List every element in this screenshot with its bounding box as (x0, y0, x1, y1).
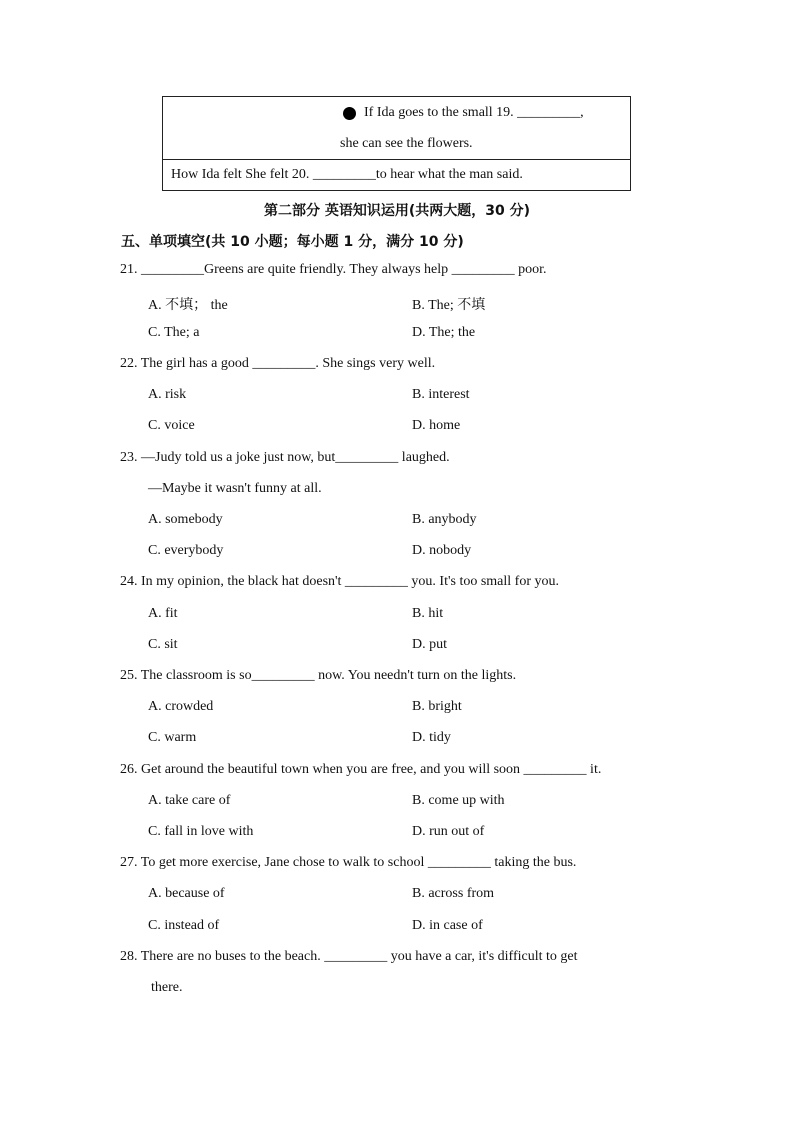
question-26-option-c: C. fall in love with (148, 824, 254, 839)
question-21-option-a: A. 不填； the (148, 298, 228, 313)
question-22-option-d: D. home (412, 418, 461, 433)
question-27-option-b: B. across from (412, 886, 495, 901)
question-23-option-b: B. anybody (412, 512, 477, 527)
table-row (163, 97, 630, 160)
part-title: 第二部分 英语知识运用(共两大题，30 分) (263, 203, 531, 219)
question-26-option-d: D. run out of (412, 824, 485, 839)
question-24-option-b: B. hit (412, 606, 444, 621)
question-27-stem: 27. To get more exercise, Jane chose to walk to school _________ taking the bus. (120, 855, 577, 870)
bullet-icon (343, 107, 356, 120)
question-27-option-d: D. in case of (412, 918, 483, 933)
question-26-option-a: A. take care of (148, 793, 231, 808)
question-26-stem: 26. Get around the beautiful town when you are free, and you will soon _________ it. (120, 762, 602, 777)
question-25-option-c: C. warm (148, 730, 197, 745)
question-23-option-a: A. somebody (148, 512, 223, 527)
answer-table (162, 96, 631, 191)
question-27-option-a: A. because of (148, 886, 225, 901)
question-23-stem: 23. —Judy told us a joke just now, but_________ laughed. (120, 450, 450, 465)
question-25-option-b: B. bright (412, 699, 462, 714)
table-row1-line2: she can see the flowers. (340, 136, 473, 151)
question-25-option-a: A. crowded (148, 699, 214, 714)
question-25-option-d: D. tidy (412, 730, 451, 745)
section-title: 五、单项填空(共 10 小题；每小题 1 分，满分 10 分) (121, 234, 464, 250)
question-22-option-a: A. risk (148, 387, 187, 402)
question-21-option-b: B. The; 不填 (412, 298, 486, 313)
question-23-option-c: C. everybody (148, 543, 224, 558)
question-22-stem: 22. The girl has a good _________. She sings very well. (120, 356, 436, 371)
table-row1-line1: If Ida goes to the small 19. _________, (364, 105, 584, 120)
table-row (163, 160, 630, 191)
question-26-option-b: B. come up with (412, 793, 505, 808)
question-22-option-c: C. voice (148, 418, 195, 433)
question-21-option-c: C. The; a (148, 325, 200, 340)
question-24-option-c: C. sit (148, 637, 178, 652)
question-24-option-a: A. fit (148, 606, 178, 621)
question-28-stem: 28. There are no buses to the beach. _________ you have a car, it's difficult to get (120, 949, 578, 964)
question-23-option-d: D. nobody (412, 543, 472, 558)
question-22-option-b: B. interest (412, 387, 470, 402)
question-23-stem-cont: —Maybe it wasn't funny at all. (148, 481, 322, 496)
question-27-option-c: C. instead of (148, 918, 220, 933)
question-21-stem: 21. _________Greens are quite friendly. They always help _________ poor. (120, 262, 547, 277)
question-24-stem: 24. In my opinion, the black hat doesn't _________ you. It's too small for you. (120, 574, 559, 589)
question-24-option-d: D. put (412, 637, 447, 652)
question-25-stem: 25. The classroom is so_________ now. You needn't turn on the lights. (120, 668, 517, 683)
question-28-stem-cont: there. (151, 980, 183, 995)
question-21-option-d: D. The; the (412, 325, 476, 340)
table-row2-text: How Ida felt She felt 20. _________to hear what the man said. (171, 167, 523, 182)
